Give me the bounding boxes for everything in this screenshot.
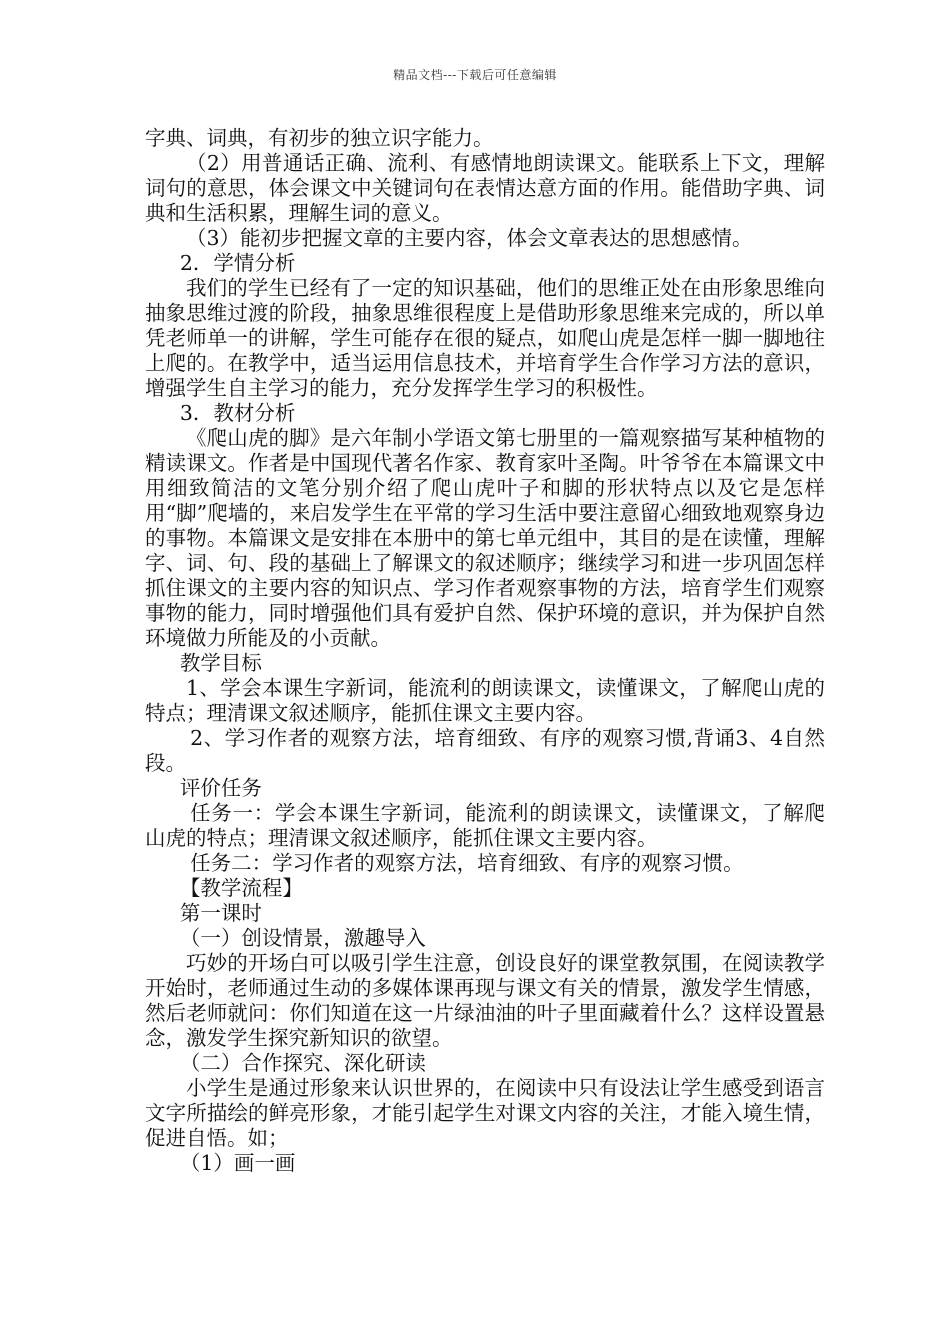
paragraph: 任务二：学习作者的观察方法，培育细致、有序的观察习惯。 [190,851,744,875]
document-body [145,126,825,1176]
section-heading: 第一课时 [179,901,262,925]
paragraph: （3）能初步把握文章的主要内容，体会文章表达的思想感情。 [186,226,753,250]
section-heading: 2．学情分析 [179,251,296,275]
section-heading: 评价任务 [179,776,262,800]
section-heading: 教学目标 [179,651,262,675]
paragraph: 小学生是通过形象来认识世界的，在阅读中只有设法让学生感受到语言文字所描绘的鲜亮形象，才能引起学生对课文内容的关注，才能入境生情，促进自悟。如； [145,1076,825,1150]
paragraph: 我们的学生已经有了一定的知识基础，他们的思维正处在由形象思维向抽象思维过渡的阶段，抽象思维很程度上是借助形象思维来完成的，所以单凭老师单一的讲解，学生可能存在很的疑点，如爬山虎是怎样一脚一脚地往上爬的。在教学中，适当运用信息技术，并培育学生合作学习方法的意识，增强学生自主学习的能力，充分发挥学生学习的积极性。 [145,276,825,400]
paragraph: 字典、词典，有初步的独立识字能力。 [145,126,494,150]
section-heading: 【教学流程】 [179,876,303,900]
section-heading: （二）合作探究、深化研读 [179,1051,426,1075]
paragraph: 巧妙的开场白可以吸引学生注意，创设良好的课堂教氛围，在阅读教学开始时，老师通过生动的多媒体课再现与课文有关的情景，激发学生情感，然后老师就问：你们知道在这一片绿油油的叶子里面藏着什么？这样设置悬念，激发学生探究新知识的欲望。 [145,951,825,1050]
section-heading: （一）创设情景，激趣导入 [179,926,426,950]
section-heading: 3．教材分析 [179,401,296,425]
paragraph: 1、学会本课生字新词，能流利的朗读课文，读懂课文，了解爬山虎的特点；理清课文叙述顺序，能抓住课文主要内容。 [145,676,825,725]
paragraph: 任务一：学会本课生字新词，能流利的朗读课文，读懂课文，了解爬山虎的特点；理清课文叙述顺序，能抓住课文主要内容。 [145,801,825,850]
paragraph: 《爬山虎的脚》是六年制小学语文第七册里的一篇观察描写某种植物的精读课文。作者是中国现代著名作家、教育家叶圣陶。叶爷爷在本篇课文中用细致简洁的文笔分别介绍了爬山虎叶子和脚的形状特点以及它是怎样用“脚”爬墙的，来启发学生在平常的学习生活中要注意留心细致地观察身边的事物。本篇课文是安排在本册中的第七单元组中，其目的是在读懂，理解字、词、句、段的基础上了解课文的叙述顺序；继续学习和进一步巩固怎样抓住课文的主要内容的知识点、学习作者观察事物的方法，培育学生们观察事物的能力，同时增强他们具有爱护自然、保护环境的意识，并为保护自然环境做力所能及的小贡献。 [145,426,825,650]
paragraph: 2、学习作者的观察方法，培育细致、有序的观察习惯,背诵3、4自然段。 [145,726,825,775]
paragraph: （2）用普通话正确、流利、有感情地朗读课文。能联系上下文，理解词句的意思，体会课文中关键词句在表情达意方面的作用。能借助字典、词典和生活积累，理解生词的意义。 [145,151,825,225]
page-header: 精品文档---下载后可任意编辑 [393,68,557,82]
section-heading: （1）画一画 [179,1151,296,1175]
